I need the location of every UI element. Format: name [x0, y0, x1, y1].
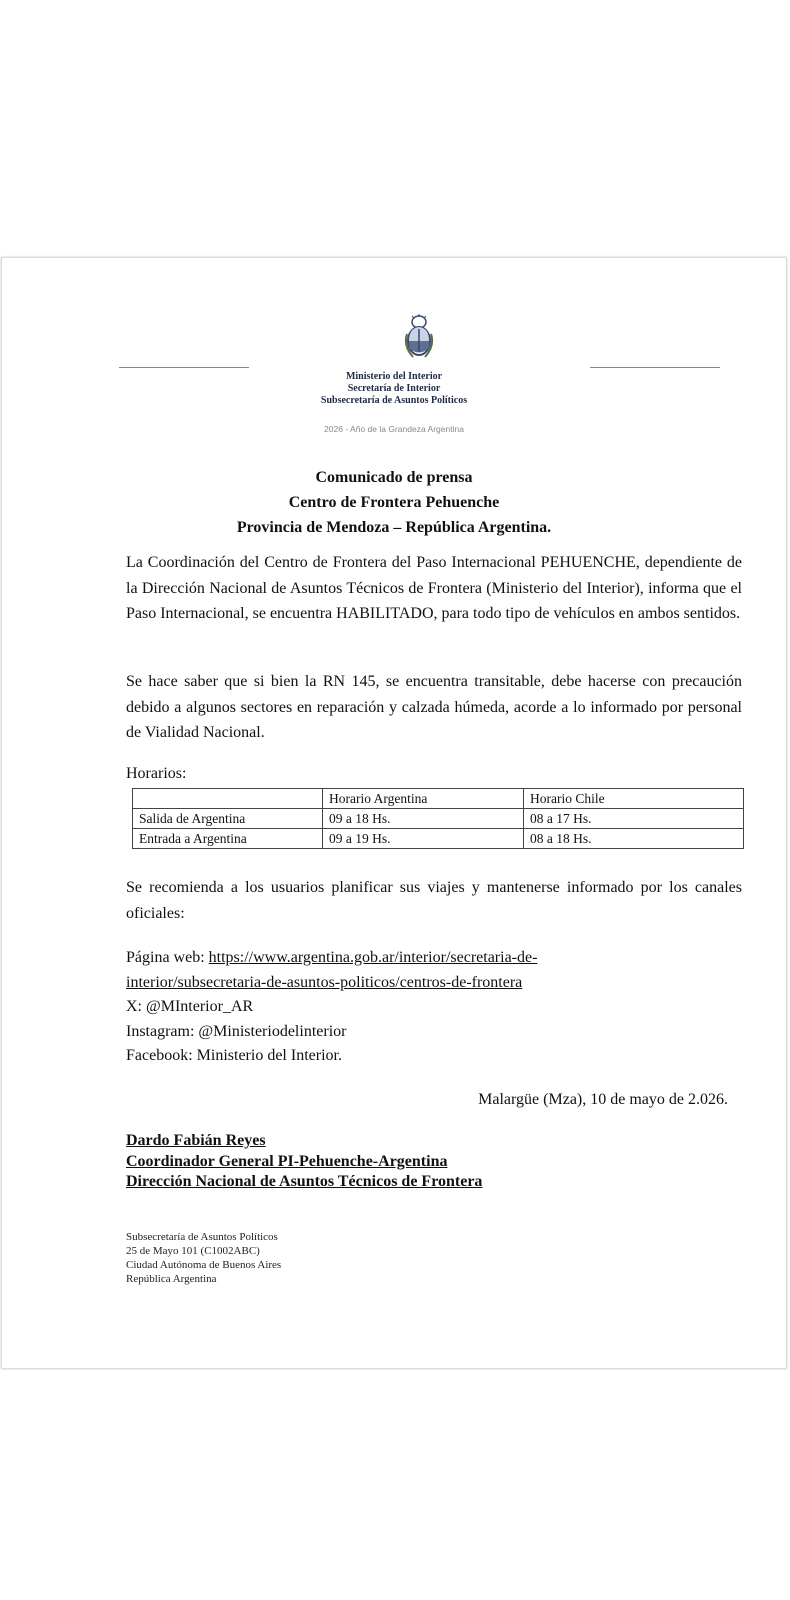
footer-line: Subsecretaría de Asuntos Políticos — [126, 1231, 278, 1243]
signature-block — [126, 1131, 482, 1193]
subsecretaria-name: Subsecretaría de Asuntos Políticos — [320, 395, 468, 406]
table-header-cell: Horario Chile — [524, 789, 744, 809]
document-page — [2, 258, 786, 1368]
web-link-part-1[interactable]: https://www.argentina.gob.ar/interior/secretaria-de- — [208, 949, 538, 966]
date-line: Malargüe (Mza), 10 de mayo de 2.026. — [478, 1091, 728, 1108]
title-line-1: Comunicado de prensa — [315, 469, 473, 486]
footer-line: República Argentina — [126, 1273, 217, 1285]
secretaria-name: Secretaría de Interior — [347, 383, 441, 394]
schedule-label: Horarios: — [126, 765, 187, 782]
footer-line: Ciudad Autónoma de Buenos Aires — [126, 1259, 282, 1271]
argentina-coat-of-arms-icon — [403, 314, 435, 362]
signatory-office: Dirección Nacional de Asuntos Técnicos de Frontera — [126, 1173, 483, 1190]
header-rule-right — [590, 367, 720, 368]
facebook-handle: Facebook: Ministerio del Interior. — [126, 1047, 342, 1064]
signatory-name: Dardo Fabián Reyes — [126, 1132, 266, 1149]
ministry-heading — [2, 371, 786, 407]
x-handle: X: @MInterior_AR — [126, 998, 254, 1015]
title-line-2: Centro de Frontera Pehuenche — [288, 494, 500, 511]
footer-address — [126, 1230, 281, 1286]
contact-list — [126, 946, 537, 1069]
document-title — [2, 465, 786, 540]
table-header-cell: Horario Argentina — [323, 789, 524, 809]
table-cell: Salida de Argentina — [133, 809, 323, 829]
paragraph-recommendation: Se recomienda a los usuarios planificar sus viajes y mantenerse informado por los canales oficiales: — [126, 879, 742, 922]
paragraph-status: La Coordinación del Centro de Frontera del Paso Internacional PEHUENCHE, dependiente de la Dirección Nacional de Asuntos Técnicos de Frontera (Ministerio del Interior), informa que el Paso Internacional, se encuentra HABILITADO, para todo tipo de vehículos en ambos sentidos. — [126, 554, 742, 622]
web-label: Página web: — [126, 949, 209, 966]
table-cell: 09 a 19 Hs. — [323, 829, 524, 849]
schedule-table — [132, 788, 744, 849]
table-header-cell — [133, 789, 323, 809]
table-cell: Entrada a Argentina — [133, 829, 323, 849]
signatory-role: Coordinador General PI-Pehuenche-Argentina — [126, 1152, 448, 1170]
table-cell: 08 a 18 Hs. — [524, 829, 744, 849]
title-line-3: Provincia de Mendoza – República Argentina. — [236, 519, 552, 536]
web-line — [126, 946, 537, 971]
table-header-row — [133, 789, 744, 809]
header-rule-left — [119, 367, 249, 368]
table-row — [133, 829, 744, 849]
footer-line: 25 de Mayo 101 (C1002ABC) — [126, 1245, 260, 1257]
year-motto: 2026 - Año de la Grandeza Argentina — [324, 424, 464, 434]
table-cell: 09 a 18 Hs. — [323, 809, 524, 829]
instagram-handle: Instagram: @Ministeriodelinterior — [126, 1022, 347, 1040]
table-row — [133, 809, 744, 829]
web-link-part-2[interactable]: interior/subsecretaria-de-asuntos-politicos/centros-de-frontera — [126, 973, 523, 991]
table-cell: 08 a 17 Hs. — [524, 809, 744, 829]
ministry-name: Ministerio del Interior — [345, 371, 443, 382]
paragraph-road-conditions: Se hace saber que si bien la RN 145, se encuentra transitable, debe hacerse con precaución debido a algunos sectores en reparación y calzada húmeda, acorde a lo informado por personal de Vialidad Nacional. — [126, 673, 742, 741]
